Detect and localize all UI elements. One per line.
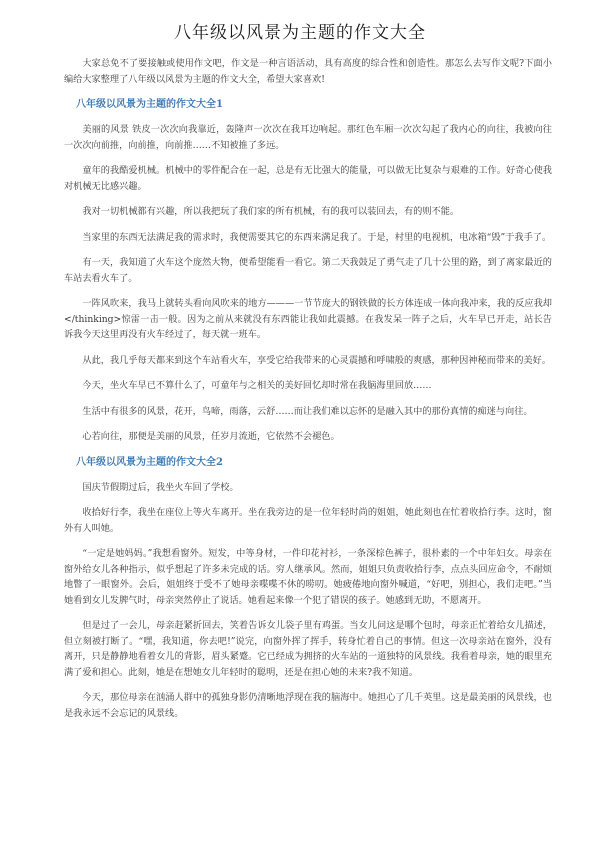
- paragraph: 当家里的东西无法满足我的需求时，我便需要其它的东西来满足我了。于是，村里的电视机，电冰箱“毁”于我手了。: [82, 231, 552, 243]
- paragraph: “一定是她妈妈。”我想看窗外。短发，中等身材，一件印花衬衫，一条深棕色裤子，很朴素的一个中年妇女。母亲在窗外给女儿各种指示，似乎想起了许多未完成的话。穷人继承风。然而，姐姐只负责收拾行李，点点头回应命令，不耐烦地瞥了一眼窗外。会后，姐姐终于受不了她母亲喋喋不休的唠叨。她疲倦地向窗外喊道，“好吧，别担心，我们走吧。”当她看到女儿发脾气时，母亲突然停止了说话。她看起来像一个犯了错误的孩子。她感到无助，不愿离开。: [64, 548, 552, 606]
- paragraph: 收拾好行李，我坐在座位上等火车离开。坐在我旁边的是一位年轻时尚的姐姐，她此刻也在忙着收拾行李。这时，窗外有人叫她。: [64, 507, 552, 534]
- paragraph: 今天，那位母亲在汹涌人群中的孤独身影仍清晰地浮现在我的脑海中。她担心了几千英里。这是最美丽的风景线，也是我永远不会忘记的风景线。: [64, 692, 552, 719]
- paragraph: 但是过了一会儿，母亲赶紧折回去，笑着告诉女儿袋子里有鸡蛋。当女儿问这是哪个包时，母亲正忙着给女儿描述，但立刻被打断了。“嘿，我知道，你去吧!”说完，向窗外挥了挥手，转身忙着自己的事情。但这一次母亲站在窗外，没有离开，只是静静地看着女儿的背影，眉头紧蹙。它已经成为拥挤的火车站的一道独特的风景线。我看着母亲，她的眼里充满了爱和担心。此刻，她是在想她女儿年轻时的聪明，还是在担心她的未来?我不知道。: [64, 620, 552, 678]
- paragraph: 从此，我几乎每天都来到这个车站看火车，享受它给我带来的心灵震撼和呼啸般的爽感，那种因神秘而带来的美好。: [82, 354, 551, 366]
- article-body: [64, 56, 552, 731]
- section-heading-2: 八年级以风景为主题的作文大全2: [76, 456, 223, 468]
- paragraph: 有一天，我知道了火车这个庞然大物，便希望能看一看它。第二天我鼓足了勇气走了几十公里的路，到了离家最近的车站去看火车了。: [64, 257, 552, 284]
- section-heading-1: 八年级以风景为主题的作文大全1: [76, 99, 223, 110]
- paragraph: 国庆节假期过后，我坐火车回了学校。: [82, 481, 239, 493]
- paragraph: 我对一切机械都有兴趣，所以我把玩了我们家的所有机械，有的我可以装回去，有的则不能。: [82, 206, 460, 217]
- intro-paragraph: 大家总免不了要接触或使用作文吧，作文是一种言语活动，具有高度的综合性和创造性。那怎么去写作文呢?下面小编给大家整理了八年级以风景为主题的作文大全，希望大家喜欢!: [64, 58, 552, 85]
- paragraph: 一阵风吹来，我马上就转头看向风吹来的地方———一节节庞大的钢铁做的长方体连成一体向我冲来，我的反应我却</thinking>惊雷一击一般。因为之前从来就没有东西能让我如此震撼。在我发呆一阵子之后，火车早已开走，站长告诉我今天这里再没有火车经过了，每天就一班车。: [64, 298, 552, 340]
- page-title: 八年级以风景为主题的作文大全: [174, 23, 426, 43]
- paragraph: 生活中有很多的风景，花开，鸟啼，雨落，云舒……而让我们难以忘怀的是融入其中的那份真情的痴迷与向往。: [82, 405, 533, 417]
- paragraph: 童年的我酷爱机械。机械中的零件配合在一起，总是有无比强大的能量，可以做无比复杂与艰难的工作。好奇心使我对机械无比感兴趣。: [64, 165, 552, 192]
- paragraph: 美丽的风景 铁皮一次次向我靠近，轰隆声一次次在我耳边响起。那红色车厢一次次勾起了我内心的向往，我被向往一次次向前推，向前推，向前推……不知被推了多远。: [64, 124, 552, 151]
- paragraph: 今天，坐火车早已不算什么了，可童年与之相关的美好回忆却时常在我脑海里回放……: [82, 380, 432, 391]
- paragraph: 心若向往，那便是美丽的风景，任岁月流逝，它依然不会褪色。: [82, 431, 340, 442]
